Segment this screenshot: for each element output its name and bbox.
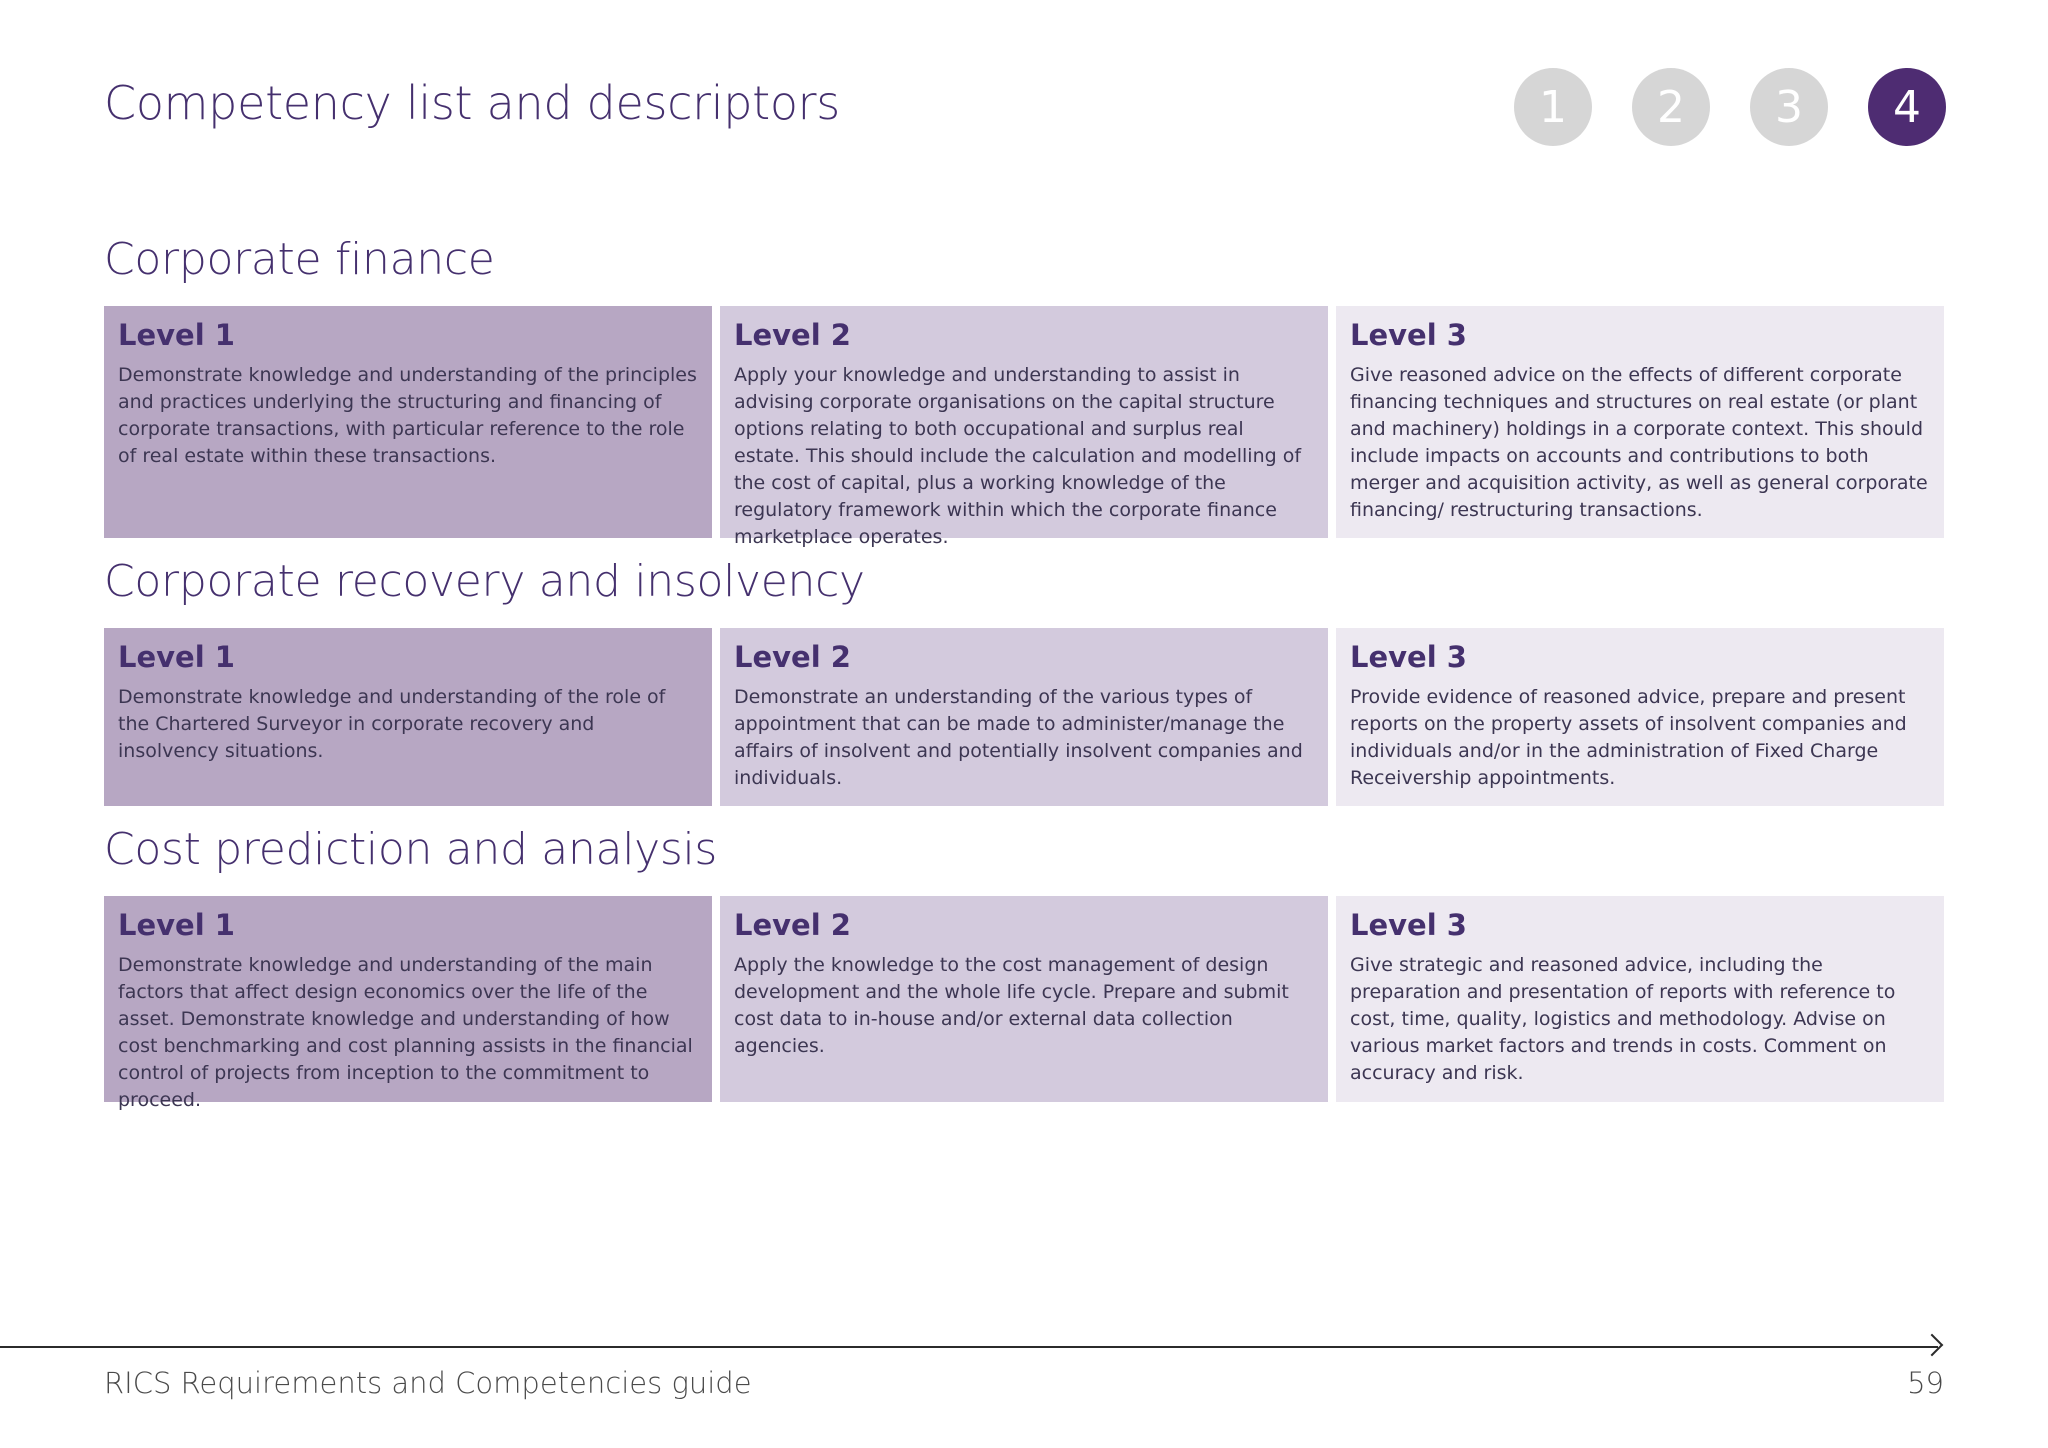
page-title: Competency list and descriptors [104,76,840,130]
level-description: Apply your knowledge and understanding to assist in advising corporate organisations on the capital structure options relating to both occupational and surplus real estate. This should include the calculation and modelling of the cost of capital, plus a working knowledge of the regulatory framework within which the corporate finance marketplace operates. [734,364,1302,548]
level-1-box [104,896,712,1111]
level-title: Level 2 [734,908,851,942]
level-description: Give strategic and reasoned advice, including the preparation and presentation of reports with reference to cost, time, quality, logistics and methodology. Advise on various market factors and trends in costs. Comment on accuracy and risk. [1350,954,1896,1084]
level-title: Level 1 [118,318,235,352]
section-title: Corporate finance [104,234,495,285]
level-2-box [720,306,1328,548]
level-title: Level 1 [118,908,235,942]
levels-row [104,896,1944,1111]
level-description: Demonstrate an understanding of the various types of appointment that can be made to administer/manage the affairs of insolvent and potentially insolvent companies and individuals. [734,686,1303,789]
level-title: Level 3 [1350,908,1467,942]
level-2-box [720,628,1328,806]
level-description: Demonstrate knowledge and understanding of the principles and practices underlying the structuring and financing of corporate transactions, with particular reference to the role of real estate within these transactions. [118,364,697,467]
level-2-box [720,896,1328,1102]
level-title: Level 3 [1350,318,1467,352]
level-description: Give reasoned advice on the effects of different corporate financing techniques and structures on real estate (or plant and machinery) holdings in a corporate context. This should include impacts on accounts and contributions to both merger and acquisition activity, as well as general corporate financing/ restructuring transactions. [1350,364,1928,521]
level-title: Level 1 [118,640,235,674]
level-description: Provide evidence of reasoned advice, prepare and present reports on the property assets of insolvent companies and individuals and/or in the administration of Fixed Charge Receivership appointments. [1350,686,1907,789]
footer-divider [0,1346,1938,1348]
competency-section-corporate-recovery [104,550,1944,806]
section-title: Corporate recovery and insolvency [104,556,865,607]
section-title: Cost prediction and analysis [104,824,718,875]
level-3-box [1336,306,1944,538]
arrow-right-icon [1921,1334,1944,1357]
page-number: 59 [1907,1366,1944,1400]
footer-title: RICS Requirements and Competencies guide [104,1366,752,1400]
level-title: Level 2 [734,318,851,352]
competency-section-cost-prediction [104,818,1944,1111]
section-nav [1514,68,1946,146]
section-nav-2-button[interactable]: 2 [1632,68,1710,146]
level-title: Level 2 [734,640,851,674]
section-nav-1-button[interactable]: 1 [1514,68,1592,146]
levels-row [104,628,1944,806]
competency-section-corporate-finance [104,228,1944,548]
level-description: Demonstrate knowledge and understanding of the main factors that affect design economics over the life of the asset. Demonstrate knowledge and understanding of how cost benchmarking and cost planning assists in the financial control of projects from inception to the commitment to proceed. [118,954,693,1111]
level-title: Level 3 [1350,640,1467,674]
level-3-box [1336,896,1944,1102]
level-description: Apply the knowledge to the cost management of design development and the whole life cycle. Prepare and submit cost data to in-house and/or external data collection agencies. [734,954,1289,1057]
section-nav-3-button[interactable]: 3 [1750,68,1828,146]
level-1-box [104,306,712,538]
levels-row [104,306,1944,548]
section-nav-4-button[interactable]: 4 [1868,68,1946,146]
level-3-box [1336,628,1944,806]
level-1-box [104,628,712,806]
level-description: Demonstrate knowledge and understanding of the role of the Chartered Surveyor in corporate recovery and insolvency situations. [118,686,666,762]
